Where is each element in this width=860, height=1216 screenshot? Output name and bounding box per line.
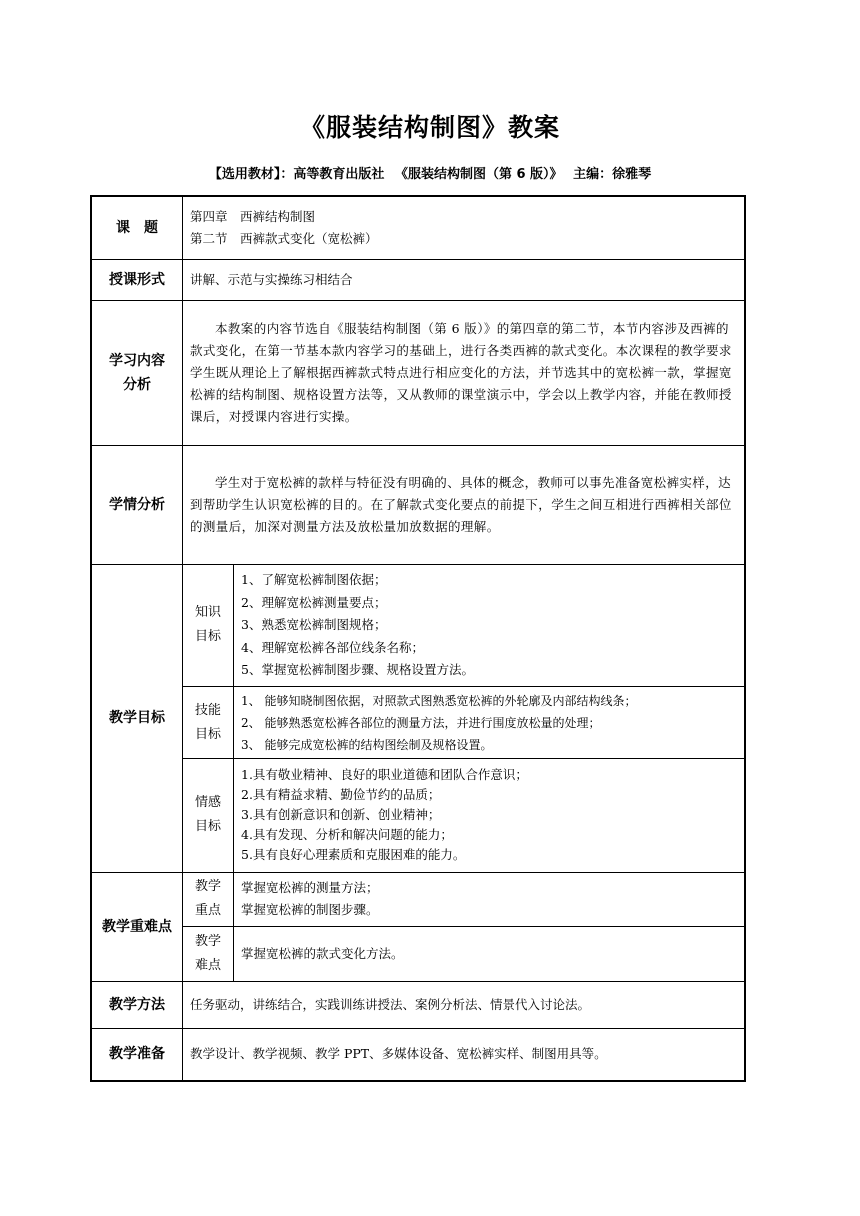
content-analysis-paragraph: 本教案的内容节选自《服装结构制图（第 6 版）》的第四章的第二节，本节内容涉及西裤的款式变化，在第一节基本款内容学习的基础上，进行各类西裤的款式变化。本次课程的教学要求学生既从理论上了解根据西裤款式特点进行相应变化的方法，并节选其中的宽松裤一款，掌握宽松裤的结构制图、规格设置方法等，又从教师的课堂演示中，学会以上教学内容，并能在教师授课后，对授课内容进行实操。 [190, 320, 732, 424]
label-difficulty-line2: 难点 [194, 957, 221, 973]
focus-row [183, 873, 744, 927]
row-key-points [91, 872, 745, 981]
label-emotion-line1: 情感 [194, 795, 221, 811]
knowledge-item: 2、理解宽松裤测量要点； [241, 594, 387, 610]
label-format: 授课形式 [91, 259, 183, 300]
emotion-item: 3.具有创新意识和创新、创业精神； [241, 807, 441, 823]
topic-section: 第二节 西裤款式变化（宽松裤） [190, 230, 378, 246]
knowledge-row [183, 565, 744, 687]
textbook-name: 《服装结构制图（第 6 版）》 [394, 167, 563, 182]
knowledge-item: 1、了解宽松裤制图依据； [241, 572, 387, 587]
knowledge-item: 3、熟悉宽松裤制图规格； [241, 617, 387, 632]
emotion-row [183, 759, 744, 872]
textbook-editor: 主编：徐雅琴 [573, 167, 652, 182]
emotion-item: 1.具有敬业精神、良好的职业道德和团队合作意识； [241, 767, 528, 783]
label-student-analysis: 学情分析 [91, 445, 183, 564]
label-focus [183, 873, 234, 927]
format-content: 讲解、示范与实操练习相结合 [183, 259, 746, 300]
difficulty-list [234, 927, 745, 981]
skill-list [234, 687, 745, 759]
lesson-plan-table [90, 195, 746, 1082]
focus-list [234, 873, 745, 927]
row-topic [91, 196, 745, 259]
topic-content [183, 196, 746, 259]
skill-row [183, 687, 744, 759]
emotion-list [234, 759, 745, 872]
label-emotion-line2: 目标 [194, 819, 221, 835]
label-skill [183, 687, 234, 759]
textbook-label: 【选用教材】：高等教育出版社 [208, 167, 385, 182]
label-methods: 教学方法 [91, 981, 183, 1028]
key-points-cell [183, 872, 746, 981]
objectives-cell [183, 564, 746, 872]
content-analysis-text [183, 300, 746, 445]
label-objectives: 教学目标 [91, 564, 183, 872]
label-content-analysis [91, 300, 183, 445]
row-student-analysis [91, 445, 745, 564]
emotion-item: 5.具有良好心理素质和克服困难的能力。 [241, 847, 466, 863]
focus-item: 掌握宽松裤的制图步骤。 [241, 902, 379, 918]
label-content-analysis-line2: 分析 [123, 376, 151, 393]
label-emotion [183, 759, 234, 872]
row-content-analysis [91, 300, 745, 445]
row-format [91, 259, 745, 300]
label-skill-line2: 目标 [194, 726, 221, 742]
key-points-subtable [183, 873, 744, 981]
label-topic: 课 题 [91, 196, 183, 259]
label-difficulty [183, 927, 234, 981]
focus-item: 掌握宽松裤的测量方法； [241, 880, 379, 896]
skill-item: 3、 能够完成宽松裤的结构图绘制及规格设置。 [241, 737, 493, 752]
label-skill-line1: 技能 [194, 702, 221, 718]
label-knowledge-line2: 目标 [194, 629, 221, 645]
label-focus-line1: 教学 [194, 879, 221, 895]
objectives-subtable [183, 565, 744, 872]
row-methods [91, 981, 745, 1028]
student-analysis-text [183, 445, 746, 564]
label-knowledge [183, 565, 234, 687]
document-title: 《服装结构制图》教案 [299, 113, 560, 142]
difficulty-row [183, 927, 744, 981]
skill-item: 2、 能够熟悉宽松裤各部位的测量方法，并进行围度放松量的处理； [241, 715, 601, 730]
difficulty-item: 掌握宽松裤的款式变化方法。 [241, 945, 404, 961]
preparation-content [183, 1028, 746, 1081]
label-key-points: 教学重难点 [91, 872, 183, 981]
knowledge-list [234, 565, 745, 687]
skill-item: 1、 能够知晓制图依据，对照款式图熟悉宽松裤的外轮廓及内部结构线条； [241, 693, 637, 708]
topic-chapter: 第四章 西裤结构制图 [190, 208, 316, 224]
knowledge-item: 5、掌握宽松裤制图步骤、规格设置方法。 [241, 662, 474, 677]
student-analysis-paragraph: 学生对于宽松裤的款样与特征没有明确的、具体的概念，教师可以事先准备宽松裤实样，达到帮助学生认识宽松裤的目的。在了解款式变化要点的前提下，学生之间互相进行西裤相关部位的测量后，加深对测量方法及放松量加放数据的理解。 [190, 474, 732, 534]
label-content-analysis-line1: 学习内容 [109, 352, 165, 369]
label-focus-line2: 重点 [194, 903, 221, 919]
preparation-text: 教学设计、教学视频、教学 PPT、多媒体设备、宽松裤实样、制图用具等。 [190, 1046, 607, 1062]
row-objectives [91, 564, 745, 872]
emotion-item: 2.具有精益求精、勤俭节约的品质； [241, 787, 441, 803]
methods-content [183, 981, 746, 1028]
label-knowledge-line1: 知识 [194, 605, 221, 621]
label-preparation: 教学准备 [91, 1028, 183, 1081]
emotion-item: 4.具有发现、分析和解决问题的能力； [241, 827, 453, 843]
methods-text: 任务驱动，讲练结合，实践训练讲授法、案例分析法、情景代入讨论法。 [190, 996, 591, 1012]
row-preparation [91, 1028, 745, 1081]
textbook-info [0, 163, 860, 182]
label-difficulty-line1: 教学 [194, 933, 221, 949]
knowledge-item: 4、理解宽松裤各部位线条名称； [241, 639, 424, 655]
